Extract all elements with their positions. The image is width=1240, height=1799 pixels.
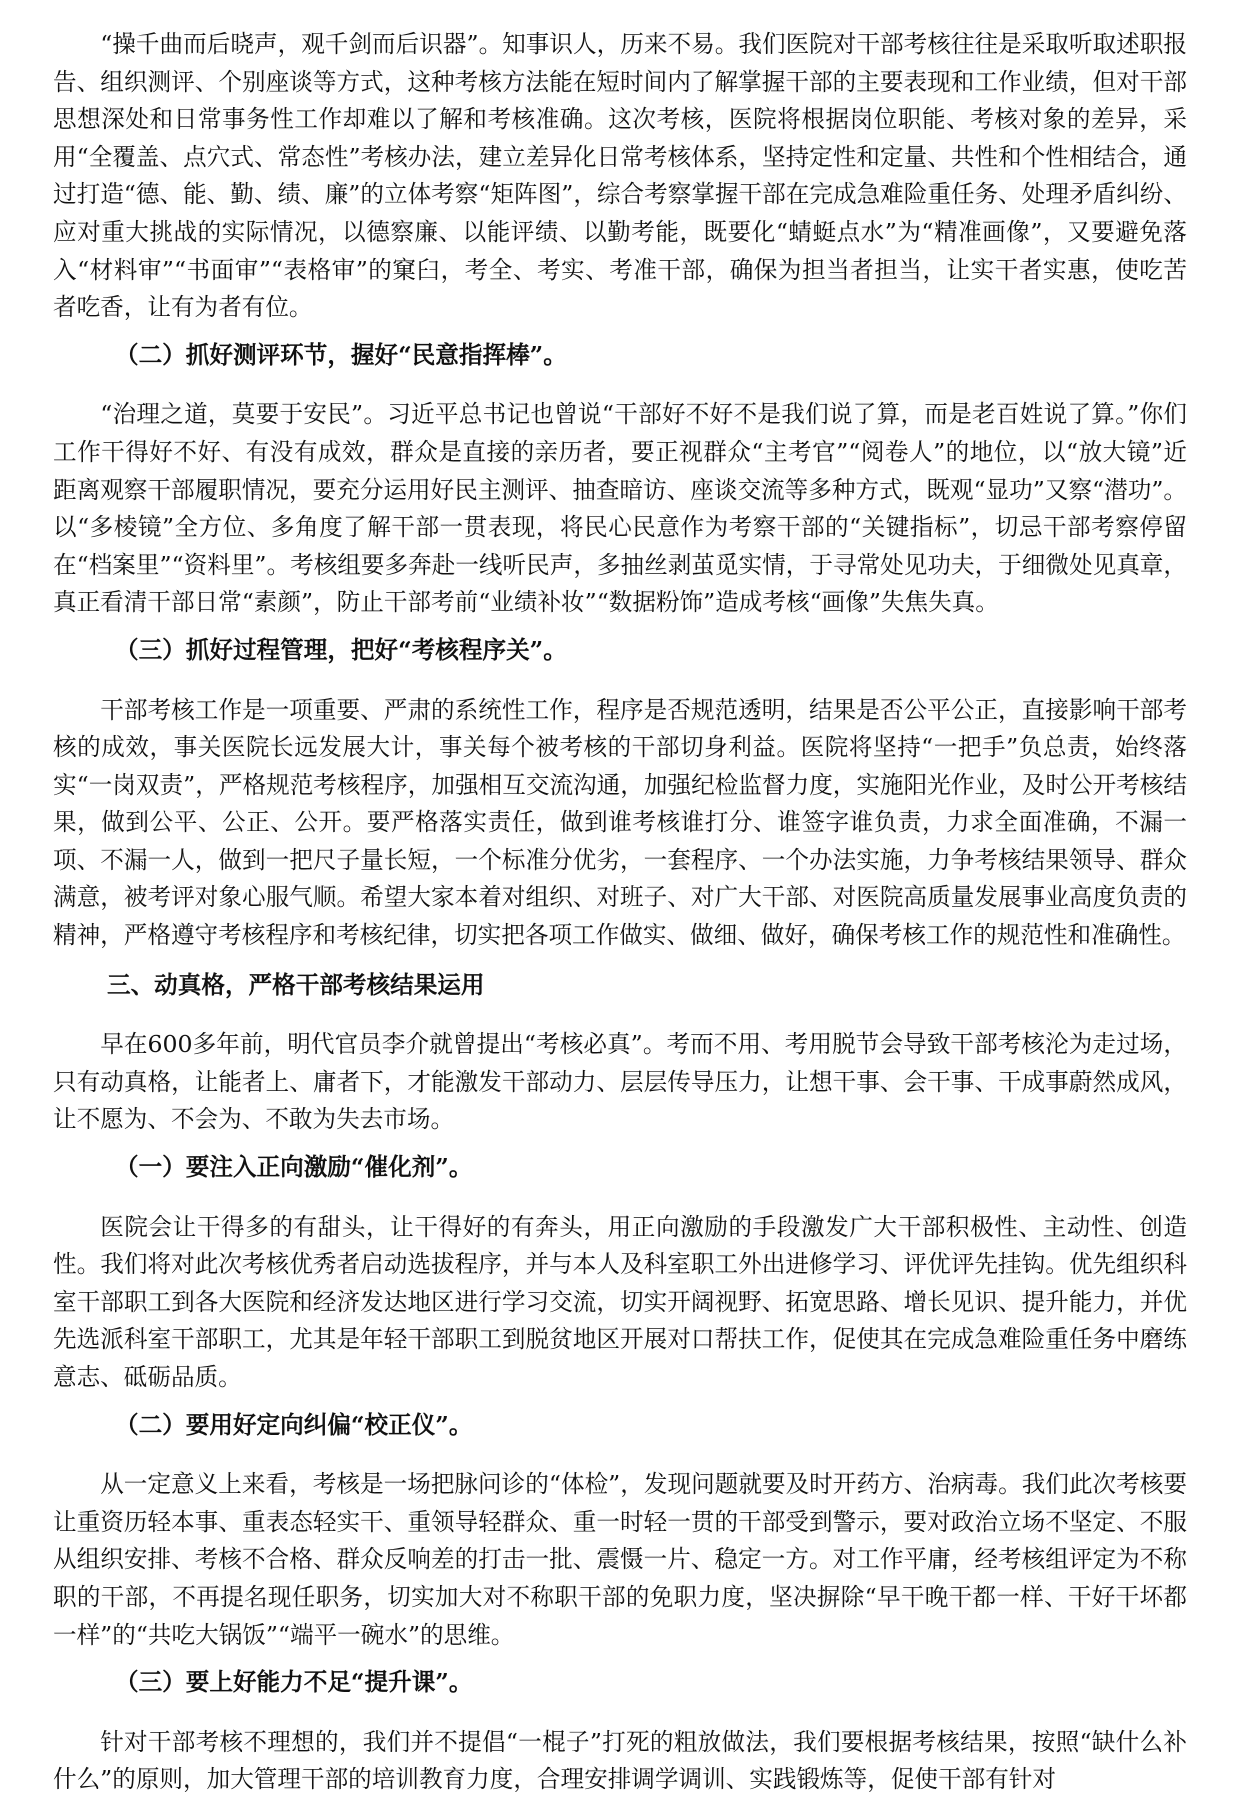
heading-correction: （二）要用好定向纠偏“校正仪”。 <box>115 1410 473 1439</box>
heading-capacity-improvement: （三）要上好能力不足“提升课”。 <box>115 1668 473 1697</box>
paragraph-positive-incentive: 医院会让干得多的有甜头，让干得好的有奔头，用正向激励的手段激发广大干部积极性、主动性、创造性。我们将对此次考核优秀者启动选拔程序，并与本人及科室职工外出进修学习、评优评先挂钩。优先组织科室干部职工到各大医院和经济发达地区进行学习交流，切实开阔视野、拓宽思路、增长见识、提升能力，并优先选派科室干部职工，尤其是年轻干部职工到脱贫地区开展对口帮扶工作，促使其在完成急难险重任务中磨练意志、砥砺品质。 <box>53 1212 1187 1391</box>
heading-process-management: （三）抓好过程管理，把好“考核程序关”。 <box>115 635 567 664</box>
paragraph-capacity-improvement: 针对干部考核不理想的，我们并不提倡“一棍子”打死的粗放做法，我们要根据考核结果，按照“缺什么补什么”的原则，加大管理干部的培训教育力度，合理安排调学调训、实践锻炼等，促使干部有针对 <box>53 1727 1187 1794</box>
paragraph-process-management: 干部考核工作是一项重要、严肃的系统性工作，程序是否规范透明，结果是否公平公正，直接影响干部考核的成效，事关医院长远发展大计，事关每个被考核的干部切身利益。医院将坚持“一把手”负总责，始终落实“一岗双责”，严格规范考核程序，加强相互交流沟通，加强纪检监督力度，实施阳光作业，及时公开考核结果，做到公平、公正、公开。要严格落实责任，做到谁考核谁打分、谁签字谁负责，力求全面准确，不漏一项、不漏一人，做到一把尺子量长短，一个标准分优劣，一套程序、一个办法实施，力争考核结果领导、群众满意，被考评对象心服气顺。希望大家本着对组织、对班子、对广大干部、对医院高质量发展事业高度负责的精神，严格遵守考核程序和考核纪律，切实把各项工作做实、做细、做好，确保考核工作的规范性和准确性。 <box>53 695 1187 950</box>
paragraph-correction: 从一定意义上来看，考核是一场把脉问诊的“体检”，发现问题就要及时开药方、治病毒。我们此次考核要让重资历轻本事、重表态轻实干、重领导轻群众、重一时轻一贯的干部受到警示，要对政治立场不坚定、不服从组织安排、考核不合格、群众反响差的打击一批、震慑一片、稳定一方。对工作平庸，经考核组评定为不称职的干部，不再提名现任职务，切实加大对不称职干部的免职力度，坚决摒除“早干晚干都一样、干好干坏都一样”的“共吃大锅饭”“端平一碗水”的思维。 <box>53 1470 1187 1649</box>
heading-section-three: 三、动真格，严格干部考核结果运用 <box>107 970 485 999</box>
paragraph-public-opinion: “治理之道，莫要于安民”。习近平总书记也曾说“干部好不好不是我们说了算，而是老百姓说了算。”你们工作干得好不好、有没有成效，群众是直接的亲历者，要正视群众“主考官”“阅卷人”的地位，以“放大镜”近距离观察干部履职情况，要充分运用好民主测评、抽查暗访、座谈交流等多种方式，既观“显功”又察“潜功”。以“多棱镜”全方位、多角度了解干部一贯表现，将民心民意作为考察干部的“关键指标”，切忌干部考察停留在“档案里”“资料里”。考核组要多奔赴一线听民声，多抽丝剥茧觅实情，于寻常处见功夫，于细微处见真章，真正看清干部日常“素颜”，防止干部考前“业绩补妆”“数据粉饰”造成考核“画像”失焦失真。 <box>53 400 1187 617</box>
heading-positive-incentive: （一）要注入正向激励“催化剂”。 <box>115 1153 473 1182</box>
paragraph-result-application: 早在600多年前，明代官员李介就曾提出“考核必真”。考而不用、考用脱节会导致干部考核沦为走过场，只有动真格，让能者上、庸者下，才能激发干部动力、层层传导压力，让想干事、会干事、干成事蔚然成风，让不愿为、不会为、不敢为失去市场。 <box>53 1030 1187 1134</box>
heading-evaluation-step: （二）抓好测评环节，握好“民意指挥棒”。 <box>115 340 567 369</box>
document-body <box>53 26 1187 1799</box>
paragraph-evaluation-method: “操千曲而后晓声，观千剑而后识器”。知事识人，历来不易。我们医院对干部考核往往是采取听取述职报告、组织测评、个别座谈等方式，这种考核方法能在短时间内了解掌握干部的主要表现和工作业绩，但对干部思想深处和日常事务性工作却难以了解和考核准确。这次考核，医院将根据岗位职能、考核对象的差异，采用“全覆盖、点穴式、常态性”考核办法，建立差异化日常考核体系，坚持定性和定量、共性和个性相结合，通过打造“德、能、勤、绩、廉”的立体考察“矩阵图”，综合考察掌握干部在完成急难险重任务、处理矛盾纠纷、应对重大挑战的实际情况，以德察廉、以能评绩、以勤考能，既要化“蜻蜓点水”为“精准画像”，又要避免落入“材料审”“书面审”“表格审”的窠臼，考全、考实、考准干部，确保为担当者担当，让实干者实惠，使吃苦者吃香，让有为者有位。 <box>53 30 1187 322</box>
